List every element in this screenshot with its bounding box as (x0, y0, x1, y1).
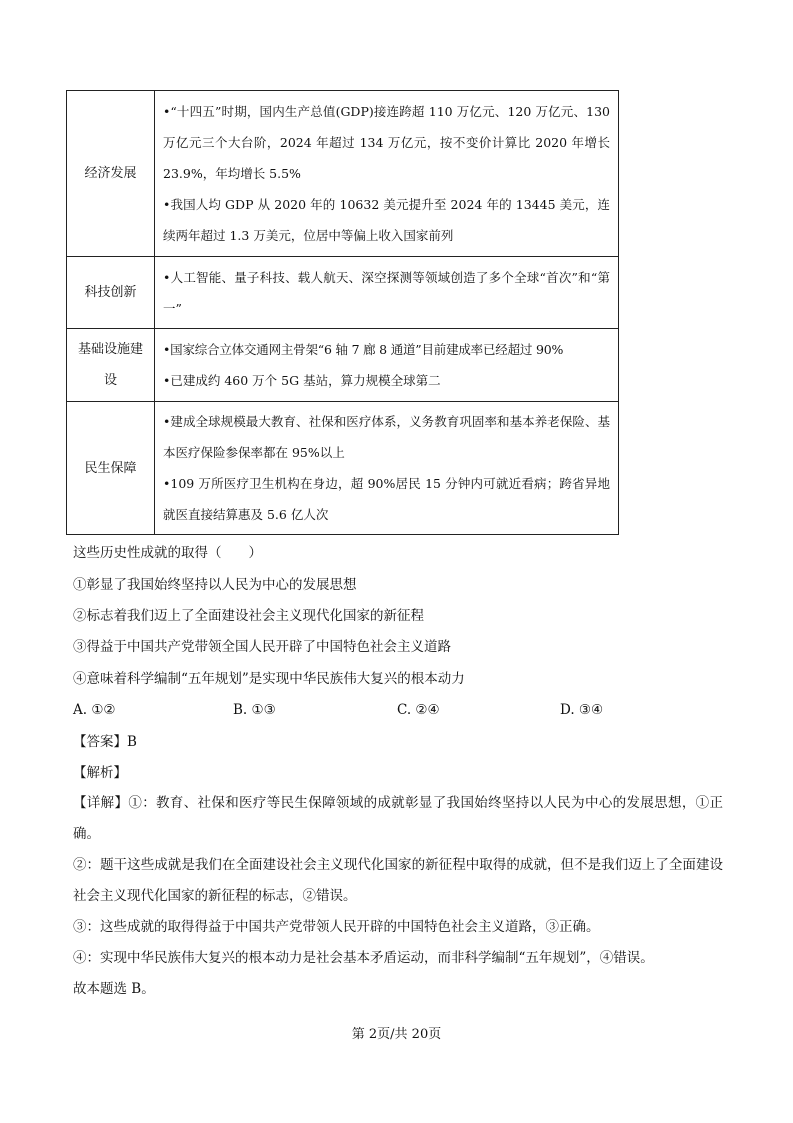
row-category: 经济发展 (67, 91, 155, 257)
option-a: A. ①② (73, 702, 116, 718)
bullet-item: •我国人均 GDP 从 2020 年的 10632 美元提升至 2024 年的 13445 美元，连续两年超过 1.3 万美元，位居中等偏上收入国家前列 (163, 197, 610, 243)
answer-line (73, 732, 137, 752)
detail-text: ①：教育、社保和医疗等民生保障领域的成就彰显了我国始终坚持以人民为中心的发展思想，①正确。 (73, 795, 724, 842)
bullet-item: •109 万所医疗卫生机构在身边，超 90%居民 15 分钟内可就近看病；跨省异地就医直接结算惠及 5.6 亿人次 (163, 476, 610, 522)
option-c: C. ②④ (397, 702, 440, 718)
analysis-label: 【解析】 (73, 765, 127, 781)
detail-label: 【详解】 (73, 795, 129, 811)
detail-line: ③：这些成就的取得得益于中国共产党带领人民开辟的中国特色社会主义道路，③正确。 (73, 919, 600, 935)
conclusion-line: 故本题选 B。 (73, 981, 155, 997)
option-b: B. ①③ (233, 702, 276, 718)
statement-item: ①彰显了我国始终坚持以人民为中心的发展思想 (73, 577, 357, 593)
achievements-table (66, 90, 619, 535)
question-stem: 这些历史性成就的取得（ ） (73, 545, 262, 561)
statement-item: ④意味着科学编制“五年规划”是实现中华民族伟大复兴的根本动力 (73, 671, 465, 687)
detail-line: ②：题干这些成就是我们在全面建设社会主义现代化国家的新征程中取得的成就，但不是我们迈上了全面建设社会主义现代化国家的新征程的标志，②错误。 (73, 857, 723, 904)
table-row (67, 329, 619, 402)
row-category: 科技创新 (67, 257, 155, 329)
row-category: 民生保障 (67, 402, 155, 535)
analysis-body (73, 788, 723, 1005)
answer-value: B (127, 734, 137, 750)
row-content (155, 91, 619, 257)
table-row (67, 402, 619, 535)
table-row (67, 91, 619, 257)
answer-label: 【答案】 (73, 734, 127, 750)
detail-line: ④：实现中华民族伟大复兴的根本动力是社会基本矛盾运动，而非科学编制“五年规划”，④错误。 (73, 950, 654, 966)
bullet-item: •人工智能、量子科技、载人航天、深空探测等领域创造了多个全球“首次”和“第一” (163, 269, 610, 316)
option-d: D. ③④ (560, 702, 604, 718)
row-content (155, 257, 619, 329)
bullet-item: •已建成约 460 万个 5G 基站，算力规模全球第二 (163, 373, 441, 388)
statement-item: ②标志着我们迈上了全面建设社会主义现代化国家的新征程 (73, 608, 424, 624)
bullet-item: •建成全球规模最大教育、社保和医疗体系，义务教育巩固率和基本养老保险、基本医疗保险参保率都在 95%以上 (163, 414, 610, 460)
detail-line (73, 788, 723, 850)
table-row (67, 257, 619, 329)
bullet-item: •国家综合立体交通网主骨架“6 轴 7 廊 8 通道”目前建成率已经超过 90% (163, 342, 564, 357)
row-content (155, 329, 619, 402)
statement-item: ③得益于中国共产党带领全国人民开辟了中国特色社会主义道路 (73, 639, 451, 655)
row-content (155, 402, 619, 535)
row-category (67, 329, 155, 402)
row-category-text: 基础设施建设 (77, 342, 143, 388)
bullet-item: •“十四五”时期，国内生产总值(GDP)接连跨超 110 万亿元、120 万亿元、130 万亿元三个大台阶，2024 年超过 134 万亿元，按不变价计算比 2020 年增长 23.9%，年均增长 5.5% (163, 104, 610, 181)
page-footer: 第 2页/共 20页 (351, 1027, 442, 1042)
